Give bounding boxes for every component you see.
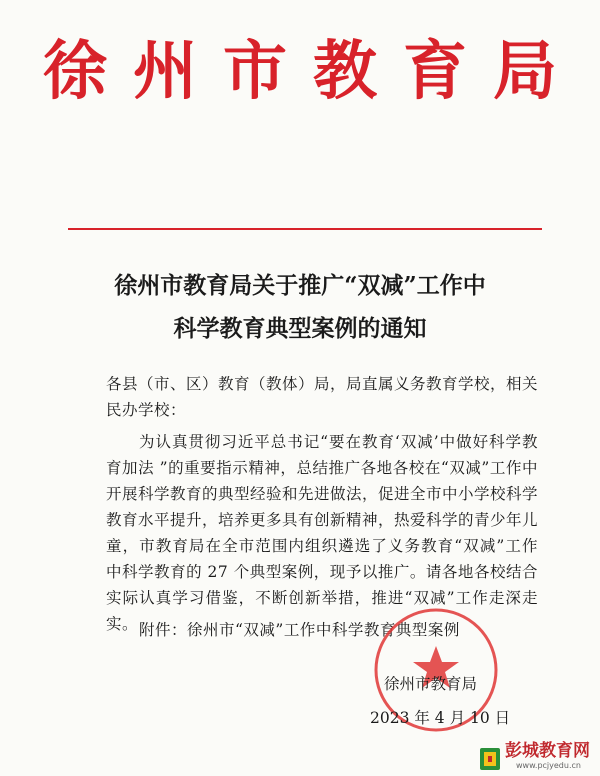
red-divider xyxy=(68,228,542,230)
signature-date: 2023 年 4 月 10 日 xyxy=(370,709,511,727)
signature-organization: 徐州市教育局 xyxy=(384,675,478,693)
attachment-line: 附件：徐州市“双减”工作中科学教育典型案例 xyxy=(139,621,460,639)
body-paragraph: 为认真贯彻习近平总书记“要在教育‘双减’中做好科学教育加法 ”的重要指示精神，总结推广各地各校在“双减”工作中开展科学教育的典型经验和先进做法，促进全市中小学校科学教育水平提升，培养更多具有创新精神，热爱科学的青少年儿童，市教育局在全市范围内组织遴选了义务教育“双减”工作中科学教育的 27 个典型案例，现予以推广。请各地各校结合实际认真学习借鉴，不断创新举措，推进“双减”工作走深走实。 xyxy=(106,433,539,633)
notice-title-line-2: 科学教育典型案例的通知 xyxy=(173,315,427,342)
letterhead-title: 徐州市教育局 xyxy=(43,34,583,109)
notice-title-line-1: 徐州市教育局关于推广“双减”工作中 xyxy=(114,272,486,299)
watermark-site-name: 彭城教育网 xyxy=(505,741,590,761)
watermark-url: www.pcjyedu.cn xyxy=(516,761,581,770)
salutation: 各县（市、区）教育（教体）局，局直属义务教育学校，相关民办学校： xyxy=(106,375,539,419)
